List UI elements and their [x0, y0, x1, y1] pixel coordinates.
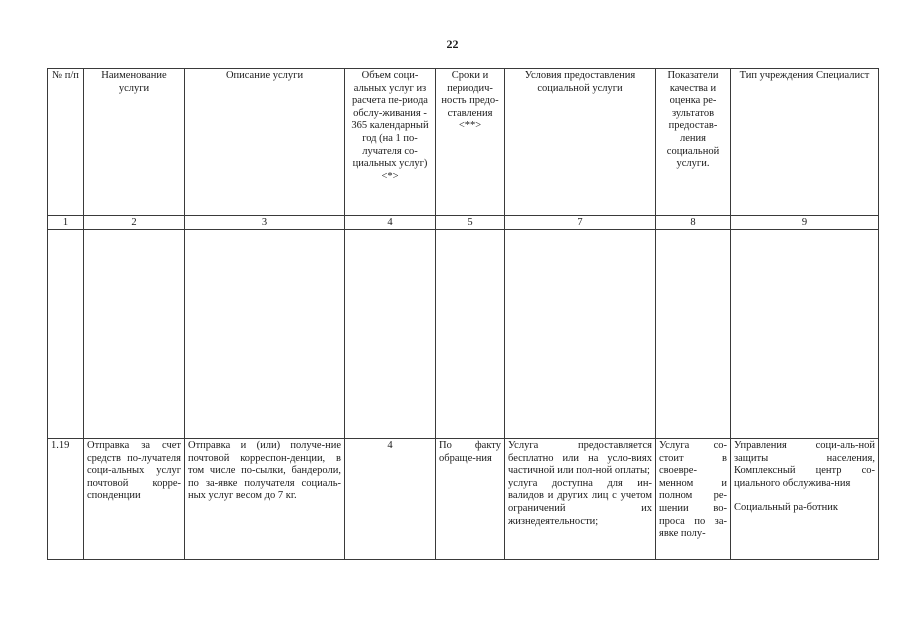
service-description: Отправка и (или) получе-ние почтовой корреспон-денции, в том числе по-сылки, бандероли, по за-явке получателя социаль-ных услуг весом до 7 кг.: [185, 439, 345, 560]
header-row: [48, 69, 879, 216]
blank-cell: [345, 230, 436, 439]
column-number: 1: [48, 216, 84, 230]
conditions-payment: Услуга предоставляется бесплатно или на усло-виях частичной или пол-ной оплаты;: [508, 440, 652, 477]
blank-row: [48, 230, 879, 439]
conditions-accessibility: услуга доступна для ин-валидов и других лиц с учетом ограничений их жизнедеятельности;: [508, 477, 652, 527]
column-number: 3: [185, 216, 345, 230]
service-institution: [731, 439, 879, 560]
row-number: 1.19: [48, 439, 84, 560]
header-service-description: Описание услуги: [185, 69, 345, 216]
service-volume: 4: [345, 439, 436, 560]
service-quality: Услуга со-стоит в своевре-менном и полном ре-шении во-проса по за-явке полу-: [656, 439, 731, 560]
service-conditions: [505, 439, 656, 560]
blank-cell: [84, 230, 185, 439]
services-table: [47, 68, 879, 560]
column-number: 9: [731, 216, 879, 230]
column-number: 5: [436, 216, 505, 230]
column-number: 7: [505, 216, 656, 230]
service-terms: По факту обраще-ния: [436, 439, 505, 560]
header-terms: Сроки и периодич-ность предо-ставления <**>: [436, 69, 505, 216]
header-conditions: Условия предоставления социальной услуги: [505, 69, 656, 216]
blank-cell: [505, 230, 656, 439]
service-name: Отправка за счет средств по-лучателя соци-альных услуг почтовой корре-спонденции: [84, 439, 185, 560]
column-number: 2: [84, 216, 185, 230]
institution-type: Управления соци-аль-ной защиты населения, Комплексный центр со-циального обслужива-ния: [734, 440, 875, 489]
specialist: Социальный ра-ботник: [734, 502, 838, 514]
column-number: 4: [345, 216, 436, 230]
header-service-name: Наименование услуги: [84, 69, 185, 216]
header-quality: Показатели качества и оценка ре-зультатов предостав-ления социальной услуги.: [656, 69, 731, 216]
column-number: 8: [656, 216, 731, 230]
blank-cell: [48, 230, 84, 439]
header-institution: Тип учреждения Специалист: [731, 69, 879, 216]
blank-cell: [436, 230, 505, 439]
blank-cell: [731, 230, 879, 439]
column-number-row: [48, 216, 879, 230]
header-number: № п/п: [48, 69, 84, 216]
page-number: 22: [446, 37, 459, 51]
header-volume: Объем соци-альных услуг из расчета пе-риода обслу-живания - 365 календарный год (на 1 по-лучателя со-циальных услуг) <*>: [345, 69, 436, 216]
blank-cell: [185, 230, 345, 439]
blank-cell: [656, 230, 731, 439]
table-row: [48, 439, 879, 560]
